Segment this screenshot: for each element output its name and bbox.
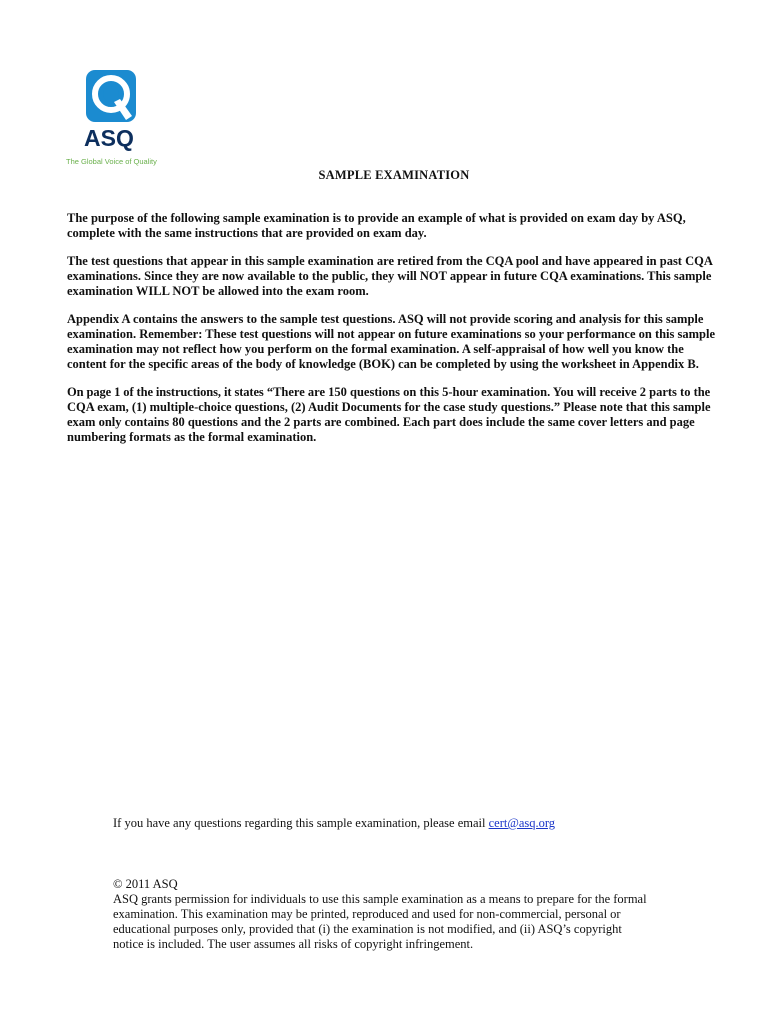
- contact-line: [113, 816, 555, 831]
- paragraph-appendix: Appendix A contains the answers to the sample test questions. ASQ will not provide scoring and analysis for this sample examination. Remember: These test questions will not appear on future examinations so your performance on this sample examination may not reflect how you perform on the formal examination. A self-appraisal of how well you know the content for the specific areas of the body of knowledge (BOK) can be completed by using the worksheet in Appendix B.: [67, 312, 716, 371]
- asq-wordmark: ASQ: [84, 125, 134, 151]
- copyright-line: © 2011 ASQ: [113, 877, 178, 891]
- quote-text: “There are 150 questions on this 5-hour examination. You will receive 2 parts to the CQA exam, (1) multiple-choice questions, (2) Audit Documents for the case study questions.”: [67, 385, 711, 414]
- page-title: SAMPLE EXAMINATION: [318, 168, 470, 182]
- paragraph-purpose: The purpose of the following sample examination is to provide an example of what is provided on exam day by ASQ, complete with the same instructions that are provided on exam day.: [67, 211, 686, 240]
- rest-text: this sample exam only contains 80 questions and the 2 parts are combined. Each part does include the same cover letters and page numbering formats as the formal examination.: [67, 400, 711, 444]
- please-note-text: Please note that: [563, 400, 648, 414]
- paragraph-retired-questions: The test questions that appear in this sample examination are retired from the CQA pool and have appeared in past CQA examinations. Since they are now available to the public, they will NOT appear in future CQA examinations. This sample examination WILL NOT be allowed into the exam room.: [67, 254, 713, 298]
- lead-text: On page 1 of the instructions, it states: [67, 385, 264, 399]
- copyright-line: ASQ grants permission for individuals to use this sample examination as a means to prepare for the formal: [113, 892, 647, 906]
- paragraph-instructions: [67, 385, 723, 445]
- copyright-line: notice is included. The user assumes all risks of copyright infringement.: [113, 937, 474, 951]
- brand-tagline: The Global Voice of Quality: [66, 157, 157, 166]
- copyright-block: [113, 877, 673, 952]
- email-link[interactable]: cert@asq.org: [488, 816, 556, 830]
- copyright-line: educational purposes only, provided that (i) the examination is not modified, and (ii) ASQ’s copyright: [113, 922, 622, 936]
- intro-body: [67, 211, 723, 458]
- contact-text: If you have any questions regarding this sample examination, please email: [113, 816, 489, 830]
- copyright-line: examination. This examination may be printed, reproduced and used for non-commercial, personal or: [113, 907, 621, 921]
